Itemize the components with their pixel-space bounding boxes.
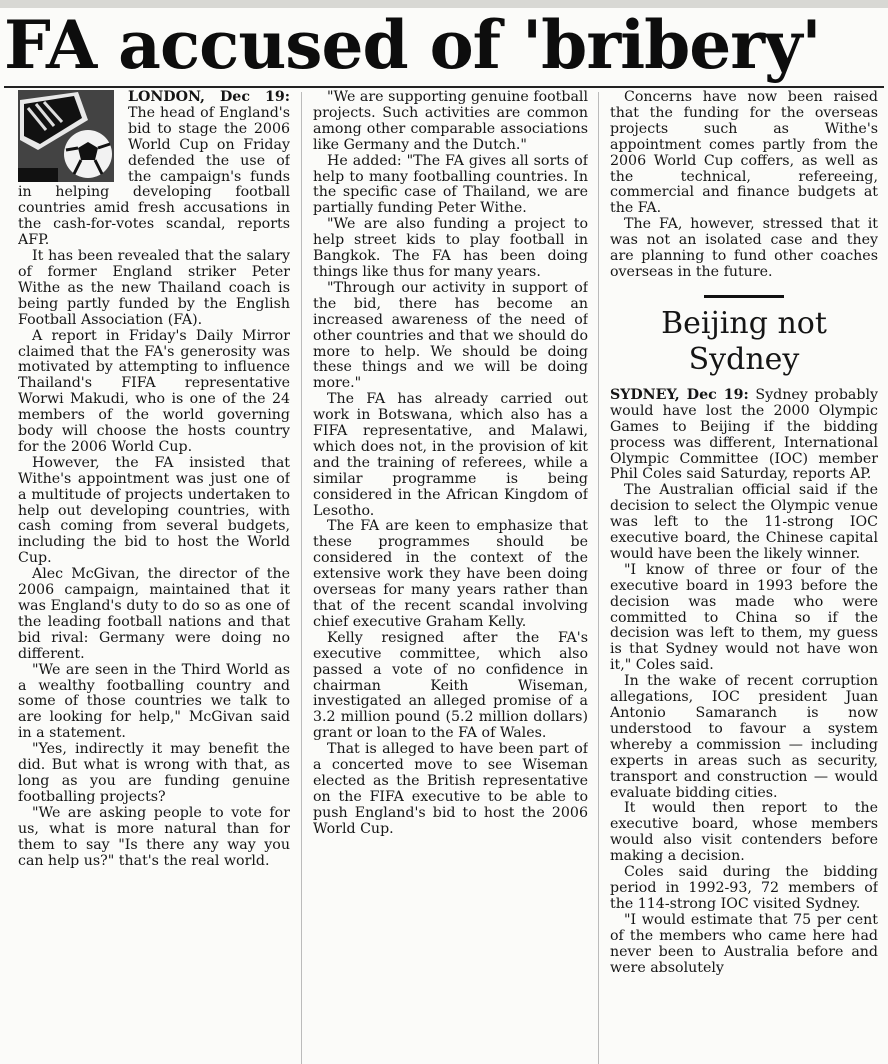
article-column-1 bbox=[18, 90, 290, 1064]
article-paragraph: "I would estimate that 75 per cent of the members who came here had never been to Australia before and were absolutely bbox=[610, 911, 878, 976]
article-paragraph: However, the FA insisted that Withe's appointment was just one of a multitude of projects undertaken to help out developing countries, with cash coming from several budgets, including the bid to host the World Cup. bbox=[18, 454, 290, 567]
article-paragraph: Concerns have now been raised that the funding for the overseas projects such as Withe's appointment comes partly from the 2006 World Cup coffers, as well as the technical, refereeing, commercial and finance budgets at the FA. bbox=[610, 90, 878, 217]
column-separator bbox=[301, 92, 302, 1064]
article-paragraph: "We are seen in the Third World as a wealthy footballing country and some of those countries we talk to are looking for help," McGivan said in a statement. bbox=[18, 661, 290, 742]
article-paragraph: "I know of three or four of the executive board in 1993 before the decision was made who were committed to China so if the decision was left to them, my guess is that Sydney would not have won it," Coles said. bbox=[610, 561, 878, 674]
article-paragraph: The FA, however, stressed that it was not an isolated case and they are planning to fund other coaches overseas in the future. bbox=[610, 216, 878, 280]
column-separator bbox=[598, 92, 599, 1064]
football-boot-ball-icon bbox=[18, 90, 114, 182]
article-paragraph: He added: "The FA gives all sorts of help to many footballing countries. In the specific case of Thailand, we are partially funding Peter Withe. bbox=[313, 152, 588, 217]
article-paragraph: In the wake of recent corruption allegations, IOC president Juan Antonio Samaranch is now understood to favour a system whereby a commission — including experts in areas such as security, transport and construction — would evaluate bidding cities. bbox=[610, 673, 878, 801]
subheadline: Beijing not Sydney bbox=[661, 305, 827, 377]
article-paragraph: The Australian official said if the decision to select the Olympic venue was left to the 11-strong IOC executive board, the Chinese capital would have been the likely winner. bbox=[610, 482, 878, 562]
article-column-2 bbox=[313, 90, 588, 1064]
article-paragraph: Kelly resigned after the FA's executive committee, which also passed a vote of no confidence in chairman Keith Wiseman, investigated an alleged promise of a 3.2 million pound (5.2 million dollars) grant or loan to the FA of Wales. bbox=[313, 629, 588, 742]
article-paragraph: "Through our activity in support of the bid, there has become an increased awareness of the need of other countries and that we should do more to help. We should be doing these things and we will be doing more." bbox=[313, 279, 588, 392]
headline: FA accused of 'bribery' bbox=[4, 6, 821, 84]
article-column-3 bbox=[610, 90, 878, 1064]
dateline-london: LONDON, Dec 19: bbox=[128, 90, 290, 105]
article-paragraph: "We are asking people to vote for us, what is more natural than for them to say "Is there any way you can help us?" that's the real world. bbox=[18, 804, 290, 869]
football-photo bbox=[18, 90, 114, 182]
article-lede: The head of England's bid to stage the 2006 World Cup on Friday defended the use of the campaign's funds in helping developing football countries amid fresh accusations in the cash-for-votes scandal, reports AFP. bbox=[18, 104, 290, 249]
article-paragraph: The FA are keen to emphasize that these programmes should be considered in the context of the extensive work they have been doing overseas for many years rather than that of the recent scandal involving chief executive Graham Kelly. bbox=[313, 518, 588, 630]
article-paragraph: The FA has already carried out work in Botswana, which also has a FIFA representative, and Malawi, which does not, in the provision of kit and the training of referees, while a similar programme is being considered in the African Kingdom of Lesotho. bbox=[313, 391, 588, 519]
article-paragraph: "Yes, indirectly it may benefit the did. But what is wrong with that, as long as you are funding genuine footballing projects? bbox=[18, 741, 290, 805]
headline-rule bbox=[4, 86, 884, 88]
article-paragraph: A report in Friday's Daily Mirror claimed that the FA's generosity was motivated by attempting to influence Thailand's FIFA representative Worwi Makudi, who is one of the 24 members of the world governing body will choose the hosts country for the 2006 World Cup. bbox=[18, 327, 290, 455]
article-paragraph: Coles said during the bidding period in 1992-93, 72 members of the 114-strong IOC visited Sydney. bbox=[610, 864, 878, 912]
article-paragraph: Alec McGivan, the director of the 2006 campaign, maintained that it was England's duty to do so as one of the leading football nations and that bid rival: Germany were doing no different. bbox=[18, 566, 290, 662]
article-lede: Sydney probably would have lost the 2000 Olympic Games to Beijing if the bidding process was different, International Olympic Committee (IOC) member Phil Coles said Saturday, reports AP. bbox=[610, 386, 878, 483]
article-paragraph: "We are supporting genuine football projects. Such activities are common among other comparable associations like Germany and the Dutch." bbox=[313, 90, 588, 153]
article-paragraph: "We are also funding a project to help street kids to play football in Bangkok. The FA has been doing things like thus for many years. bbox=[313, 216, 588, 280]
article-paragraph: It has been revealed that the salary of former England striker Peter Withe as the new Thailand coach is being partly funded by the English Football Association (FA). bbox=[18, 248, 290, 328]
dateline-sydney: SYDNEY, Dec 19: bbox=[610, 386, 749, 403]
article-paragraph: That is alleged to have been part of a concerted move to see Wiseman elected as the British representative on the FIFA executive to be able to push England's bid to host the 2006 World Cup. bbox=[313, 741, 588, 837]
section-rule bbox=[704, 295, 784, 298]
article-paragraph: It would then report to the executive board, whose members would also visit contenders before making a decision. bbox=[610, 800, 878, 865]
